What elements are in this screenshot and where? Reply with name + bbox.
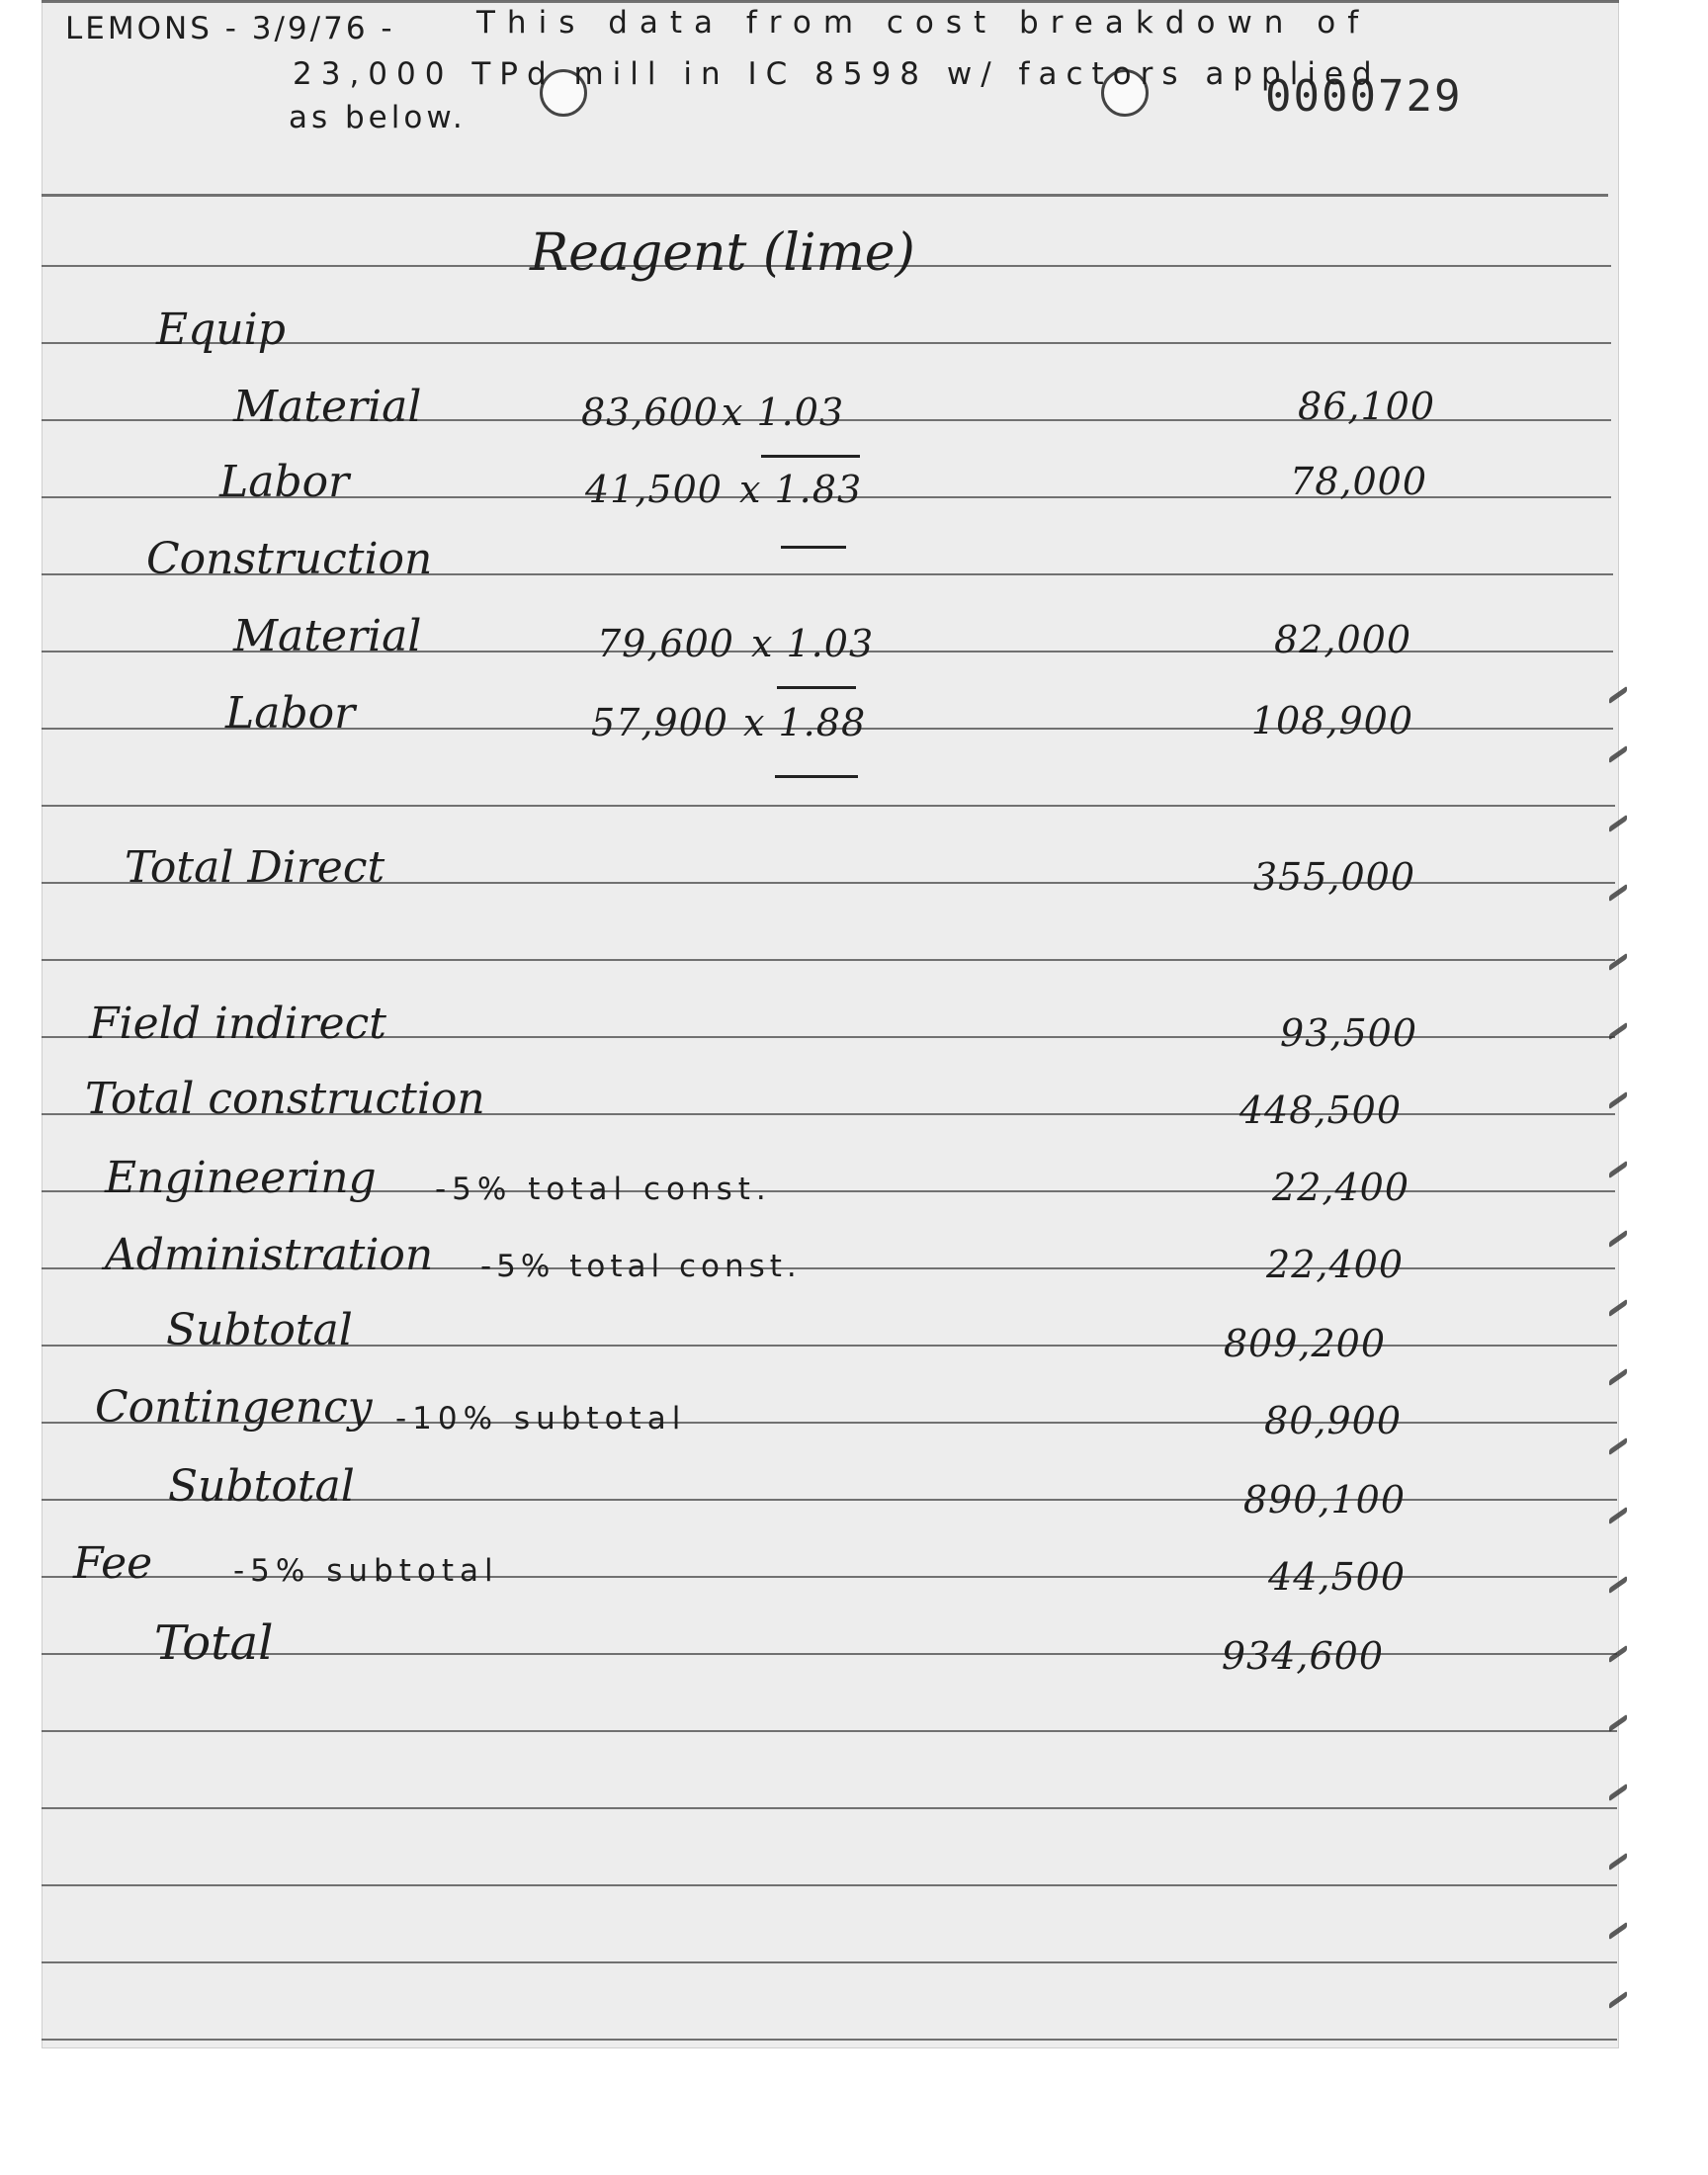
ruled-line [42,805,1615,807]
perforation-mark [1609,1645,1627,1664]
perforation-mark [1609,686,1627,705]
perforation-mark [1609,1437,1627,1456]
summary-value-field-indirect: 93,500 [1280,1011,1417,1055]
top-edge-line [42,0,1619,3]
equip-labor-label: Labor [219,457,350,507]
perforation-mark [1609,1853,1627,1871]
equip-labor-calc-factor: x 1.83 [739,468,863,511]
equip-material-value: 86,100 [1298,385,1435,428]
summary-note-engineering: -5% total const. [435,1172,772,1207]
construction-material-label: Material [233,611,422,661]
perforation-mark [1609,953,1627,972]
summary-value-total-construction: 448,500 [1238,1088,1402,1132]
page-title: Reagent (lime) [530,223,915,283]
underline-dash [781,546,846,549]
summary-value-total-direct: 355,000 [1252,855,1415,899]
perforation-mark [1609,884,1627,903]
summary-value-subtotal-1: 809,200 [1223,1322,1386,1365]
ruled-line [42,1807,1617,1809]
perforation-mark [1609,1576,1627,1595]
header-author-date: LEMONS - 3/9/76 - [65,11,395,46]
ruled-line [42,2039,1617,2041]
equip-material-calc-base: 83,600 [581,391,719,434]
overline-mark [761,455,860,458]
summary-note-administration: -5% total const. [480,1249,802,1284]
summary-label-subtotal-1: Subtotal [166,1305,353,1355]
ruled-line [42,1884,1617,1886]
overline-mark [777,686,856,689]
summary-label-fee: Fee [73,1538,153,1589]
summary-label-total: Total [154,1615,274,1671]
construction-heading: Construction [146,534,433,584]
perforation-mark [1609,1507,1627,1525]
equip-heading: Equip [156,304,286,355]
ruled-line [42,1730,1617,1732]
construction-labor-calc-base: 57,900 [591,701,728,744]
equip-material-calc-factor: x 1.03 [722,391,845,434]
perforation-mark [1609,815,1627,833]
header-note-line2: 23,000 TPd mill in IC 8598 w/ factors applied [293,56,1381,92]
summary-label-total-direct: Total Direct [125,842,385,893]
summary-label-total-construction: Total construction [85,1074,485,1124]
document-number-stamp: 0000729 [1265,71,1463,122]
construction-material-calc-factor: x 1.03 [751,622,875,665]
perforation-mark [1609,745,1627,764]
header-note-line3: as below. [289,100,467,135]
construction-labor-calc-factor: x 1.88 [743,701,867,744]
summary-label-field-indirect: Field indirect [89,999,386,1049]
perforation-mark [1609,1784,1627,1802]
perforation-mark [1609,1022,1627,1041]
equip-labor-value: 78,000 [1290,460,1427,503]
summary-label-engineering: Engineering [105,1153,377,1203]
perforation-mark [1609,1991,1627,2010]
summary-value-engineering: 22,400 [1272,1166,1409,1209]
summary-value-subtotal-2: 890,100 [1242,1478,1406,1522]
equip-material-label: Material [233,382,422,432]
construction-material-calc-base: 79,600 [597,622,734,665]
perforation-mark [1609,1299,1627,1318]
perforation-mark [1609,1922,1627,1941]
perforation-mark [1609,1230,1627,1249]
summary-value-administration: 22,400 [1266,1243,1404,1286]
perforation-mark [1609,1368,1627,1387]
summary-label-administration: Administration [105,1230,434,1280]
perforation-mark [1609,1161,1627,1179]
summary-label-subtotal-2: Subtotal [168,1461,355,1512]
construction-labor-label: Labor [225,688,356,739]
ruled-line [42,959,1615,961]
equip-labor-calc-base: 41,500 [585,468,723,511]
summary-value-total: 934,600 [1221,1634,1384,1678]
underline-dash [775,775,858,778]
summary-note-fee: -5% subtotal [233,1553,499,1589]
header-note-line1: This data from cost breakdown of [476,5,1371,41]
header-rule [42,194,1608,197]
construction-labor-value: 108,900 [1250,699,1413,742]
perforation-mark [1609,1091,1627,1110]
summary-value-fee: 44,500 [1268,1555,1406,1599]
construction-material-value: 82,000 [1274,618,1411,661]
ruled-line [42,1961,1617,1963]
summary-note-contingency: -10% subtotal [395,1401,687,1436]
summary-value-contingency: 80,900 [1264,1399,1402,1442]
perforation-mark [1609,1714,1627,1733]
summary-label-contingency: Contingency [95,1382,373,1433]
